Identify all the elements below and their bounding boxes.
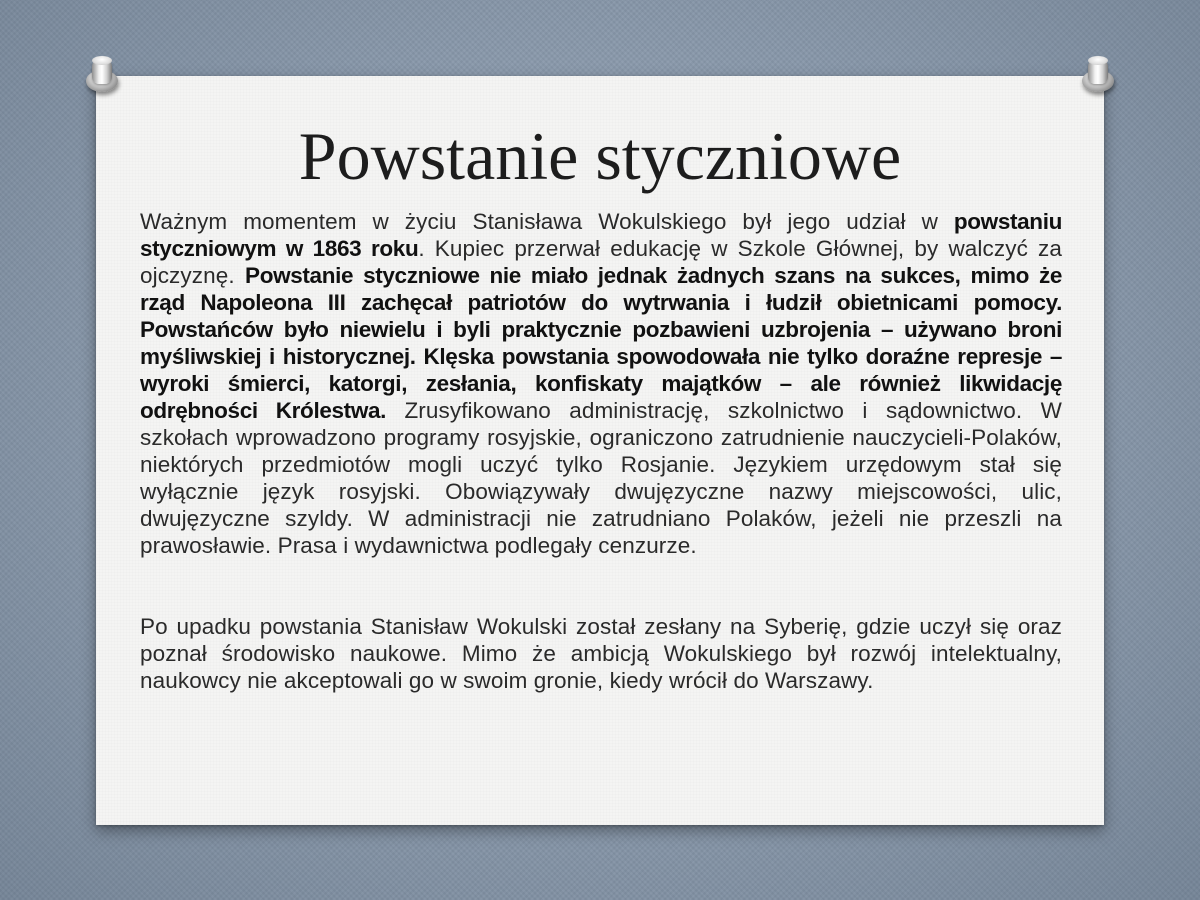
pushpin-icon (82, 54, 122, 94)
text-segment: . Kupiec przerwał edukację w Szkole Głównej, by walczyć za ojczyznę. (140, 236, 1062, 288)
text-segment: Zrusyfikowano administrację, szkolnictwo i sądownictwo. W szkołach wprowadzono programy rosyjskie, ograniczono zatrudnienie nauczycieli-Polaków, niektórych przedmiotów mogli uczyć tylko Rosjanie. Językiem urzędowym stał się wyłącznie język rosyjski. Obowiązywały dwujęzyczne nazwy miejscowości, ulic, dwujęzyczne szyldy. W administracji nie zatrudniano Polaków, jeżeli nie przeszli na prawosławie. Prasa i wydawnictwa podlegały cenzurze. (140, 398, 1062, 558)
body-paragraph (140, 613, 1062, 694)
pushpin-icon (1078, 54, 1118, 94)
text-segment: Ważnym momentem w życiu Stanisława Wokulskiego był jego udział w (140, 209, 954, 234)
body-paragraph (140, 208, 1062, 559)
text-segment-bold: Powstanie styczniowe nie miało jednak żadnych szans na sukces, mimo że rząd Napoleona III zachęcał patriotów do wytrwania i łudził obietnicami pomocy. Powstańców było niewielu i byli praktycznie pozbawieni uzbrojenia – używano broni myśliwskiej i historycznej. Klęska powstania spowodowała nie tylko doraźne represje – wyroki śmierci, katorgi, zesłania, konfiskaty majątków – ale również likwidację odrębności Królestwa. (140, 263, 1063, 423)
slide-title: Powstanie styczniowe (298, 118, 902, 194)
text-segment: Po upadku powstania Stanisław Wokulski został zesłany na Syberię, gdzie uczył się oraz poznał środowisko naukowe. Mimo że ambicją Wokulskiego był rozwój intelektualny, naukowcy nie akceptowali go w swoim gronie, kiedy wrócił do Warszawy. (140, 614, 1062, 693)
slide-body (140, 208, 1062, 694)
text-segment-bold: powstaniu styczniowym w 1863 roku (140, 209, 1062, 261)
